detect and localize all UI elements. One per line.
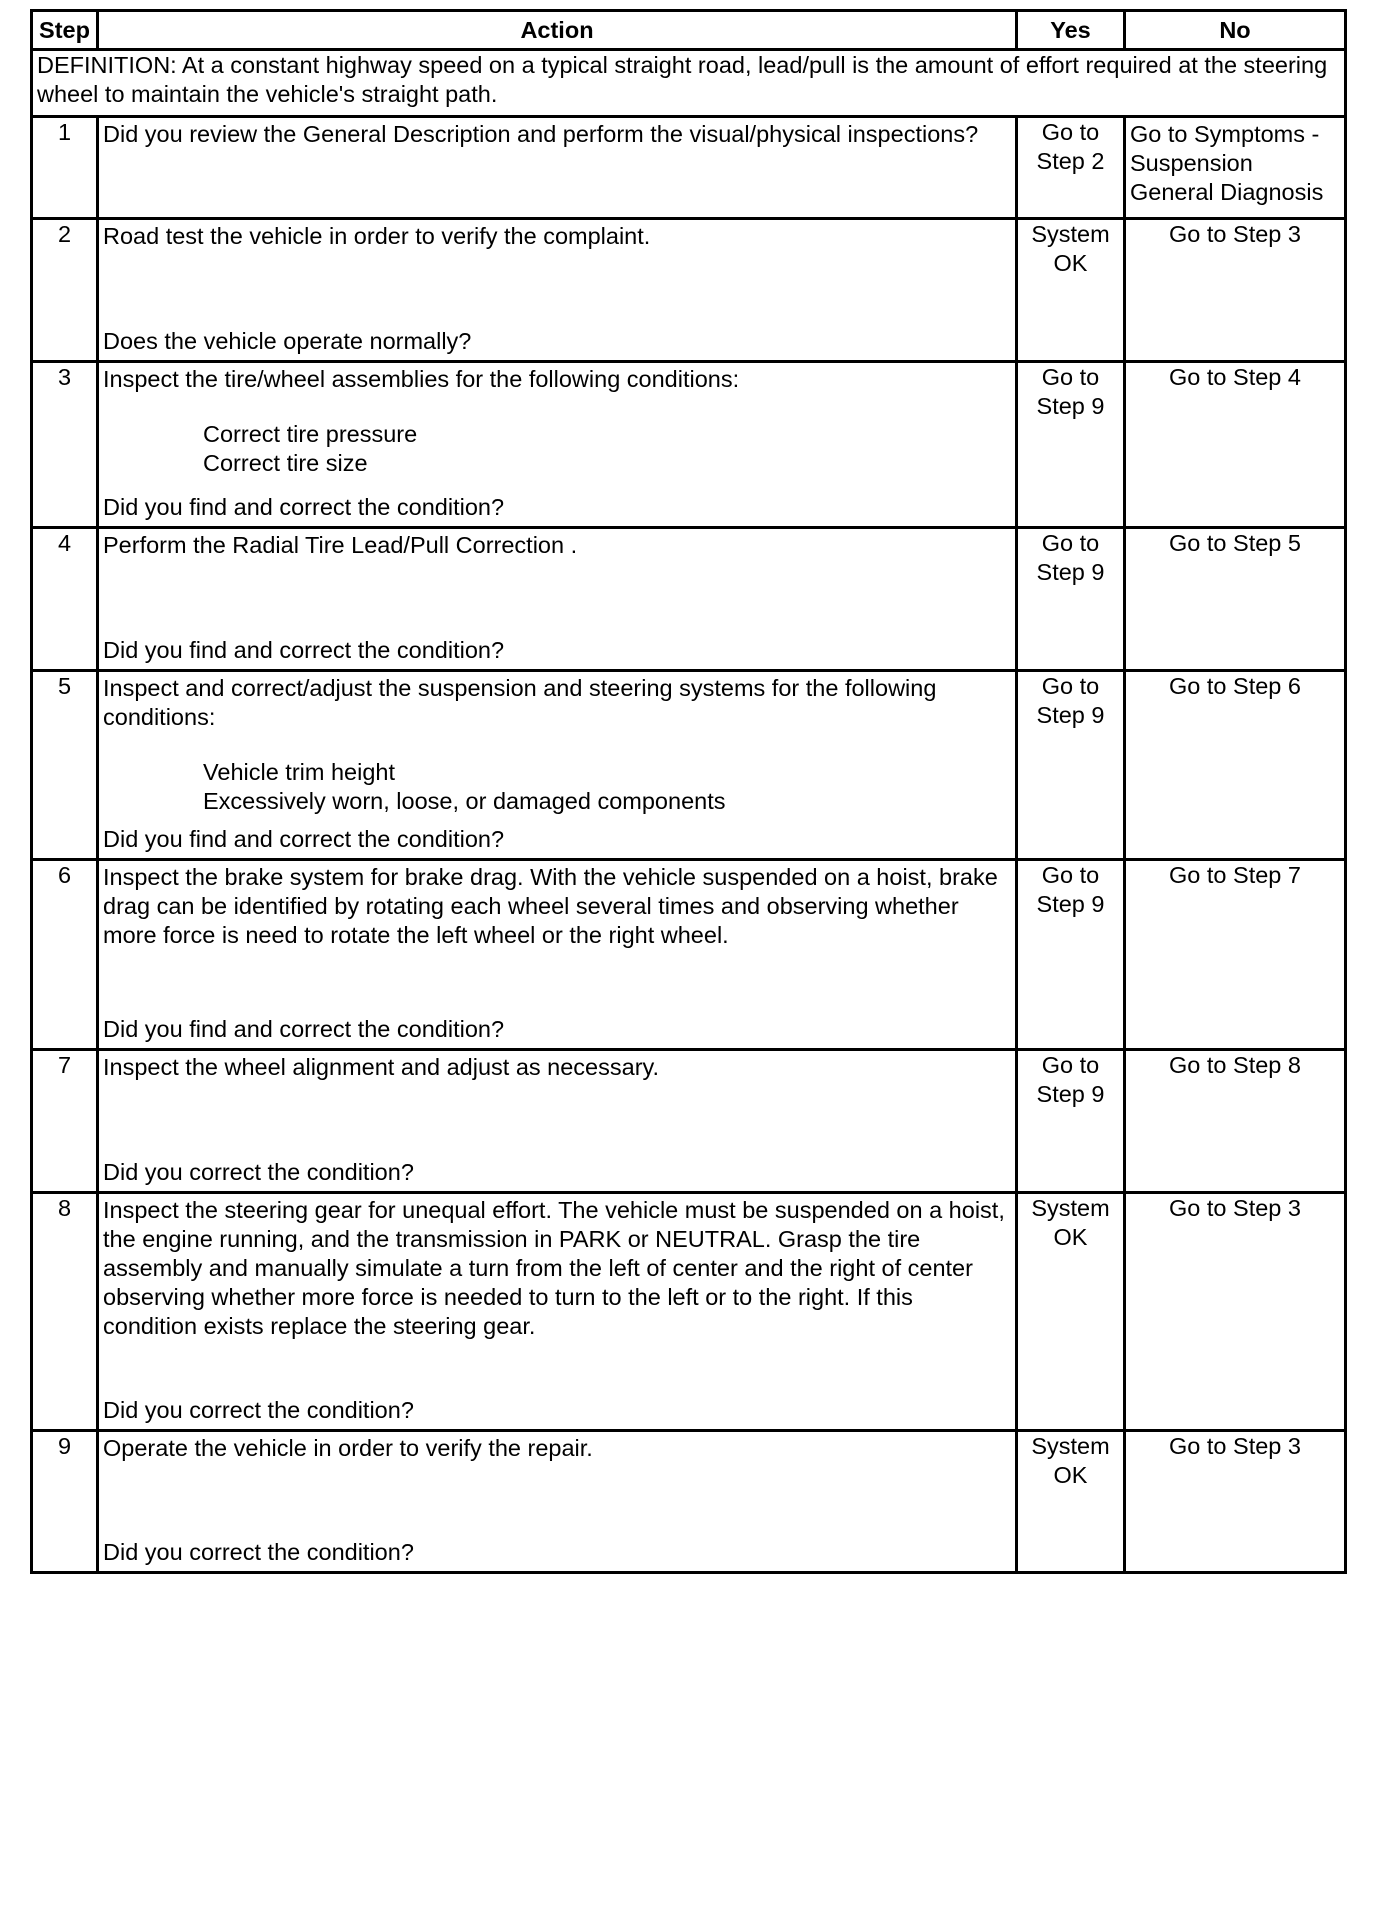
header-action: Action: [98, 11, 1017, 50]
yes-result: Go to Step 9: [1017, 362, 1125, 528]
action-question: Did you correct the condition?: [103, 1159, 414, 1185]
action-cell: [98, 117, 1017, 219]
step-number: 7: [32, 1050, 98, 1193]
header-no: No: [1125, 11, 1346, 50]
header-step: Step: [32, 11, 98, 50]
no-result: Go to Step 3: [1125, 1431, 1346, 1573]
action-cell: [98, 362, 1017, 528]
yes-result: Go to Step 9: [1017, 528, 1125, 671]
action-question: Did you correct the condition?: [103, 1539, 414, 1565]
condition-item: Excessively worn, loose, or damaged components: [203, 788, 726, 814]
step-number: 6: [32, 860, 98, 1050]
action-question: Did you find and correct the condition?: [103, 826, 505, 852]
definition-text: DEFINITION: At a constant highway speed on a typical straight road, lead/pull is the amount of effort required at the steering wheel to maintain the vehicle's straight path.: [32, 50, 1346, 117]
table-row: [32, 362, 1346, 528]
yes-result: Go to Step 9: [1017, 1050, 1125, 1193]
no-result: Go to Step 7: [1125, 860, 1346, 1050]
condition-list: [103, 758, 1011, 816]
condition-list: [103, 420, 1011, 478]
table-row: [32, 1193, 1346, 1431]
yes-result: System OK: [1017, 1193, 1125, 1431]
action-cell: [98, 1431, 1017, 1573]
yes-result: Go to Step 9: [1017, 860, 1125, 1050]
action-question: Does the vehicle operate normally?: [103, 328, 472, 354]
action-text: Operate the vehicle in order to verify the repair.: [103, 1435, 593, 1461]
action-question: Did you find and correct the condition?: [103, 637, 505, 663]
table-row: [32, 860, 1346, 1050]
no-result: Go to Step 4: [1125, 362, 1346, 528]
action-text: Road test the vehicle in order to verify the complaint.: [103, 223, 651, 249]
action-text: Inspect the brake system for brake drag. With the vehicle suspended on a hoist, brake drag can be identified by rotating each wheel several times and observing whether more force is need to rotate the left wheel or the right wheel.: [103, 864, 998, 948]
step-number: 5: [32, 671, 98, 860]
action-text: Inspect the wheel alignment and adjust as necessary.: [103, 1054, 660, 1080]
table-row: [32, 528, 1346, 671]
action-question: Did you correct the condition?: [103, 1397, 414, 1423]
action-text: Inspect the steering gear for unequal effort. The vehicle must be suspended on a hoist, the engine running, and the transmission in PARK or NEUTRAL. Grasp the tire assembly and manually simulate a turn from the left of center and the right of center observing whether more force is needed to turn to the left or to the right. If this condition exists replace the steering gear.: [103, 1197, 1005, 1339]
no-result: Go to Step 3: [1125, 1193, 1346, 1431]
yes-result: Go to Step 2: [1017, 117, 1125, 219]
header-row: [32, 11, 1346, 50]
condition-item: Vehicle trim height: [203, 759, 396, 785]
step-number: 4: [32, 528, 98, 671]
yes-result: System OK: [1017, 219, 1125, 362]
action-question: Did you find and correct the condition?: [103, 1016, 505, 1042]
table-row: [32, 1050, 1346, 1193]
no-result: Go to Symptoms - Suspension General Diagnosis: [1125, 117, 1346, 219]
step-number: 1: [32, 117, 98, 219]
action-cell: [98, 1050, 1017, 1193]
step-number: 8: [32, 1193, 98, 1431]
action-cell: [98, 1193, 1017, 1431]
step-number: 2: [32, 219, 98, 362]
table-row: [32, 671, 1346, 860]
action-text: Inspect and correct/adjust the suspension and steering systems for the following conditions:: [103, 675, 937, 730]
action-text: Did you review the General Description and perform the visual/physical inspections?: [103, 121, 979, 147]
condition-item: Correct tire pressure: [203, 421, 418, 447]
table-row: [32, 219, 1346, 362]
action-text: Inspect the tire/wheel assemblies for the following conditions:: [103, 366, 740, 392]
no-result: Go to Step 3: [1125, 219, 1346, 362]
action-text: Perform the Radial Tire Lead/Pull Correction .: [103, 532, 578, 558]
table-row: [32, 1431, 1346, 1573]
yes-result: System OK: [1017, 1431, 1125, 1573]
action-cell: [98, 528, 1017, 671]
step-number: 3: [32, 362, 98, 528]
yes-result: Go to Step 9: [1017, 671, 1125, 860]
condition-item: Correct tire size: [203, 450, 368, 476]
action-question: Did you find and correct the condition?: [103, 494, 505, 520]
definition-row: [32, 50, 1346, 117]
action-cell: [98, 219, 1017, 362]
no-result: Go to Step 5: [1125, 528, 1346, 671]
no-result: Go to Step 6: [1125, 671, 1346, 860]
step-number: 9: [32, 1431, 98, 1573]
action-cell: [98, 671, 1017, 860]
action-cell: [98, 860, 1017, 1050]
table-row: [32, 117, 1346, 219]
no-result: Go to Step 8: [1125, 1050, 1346, 1193]
diagnostic-table: [30, 9, 1347, 1574]
header-yes: Yes: [1017, 11, 1125, 50]
